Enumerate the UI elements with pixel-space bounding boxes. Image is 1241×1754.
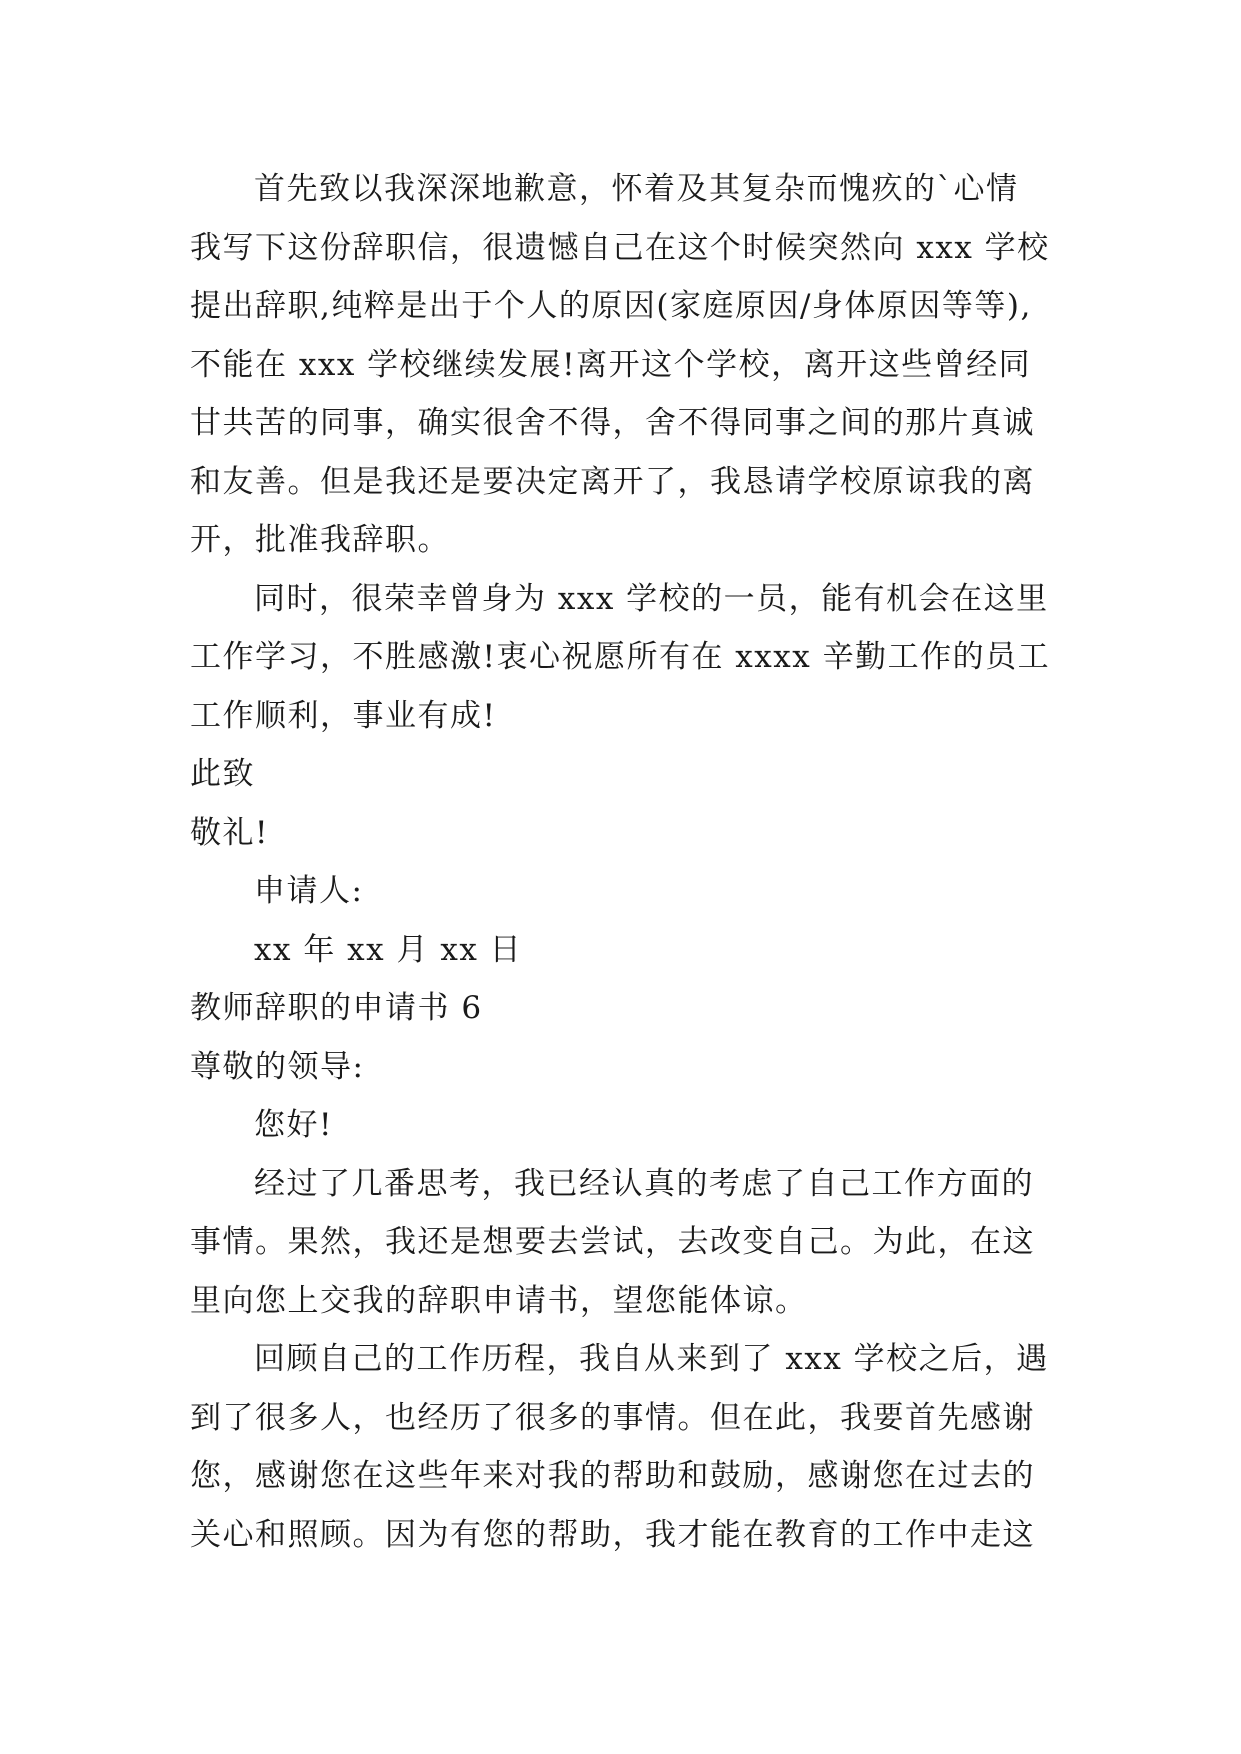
- text-line: 回顾自己的工作历程，我自从来到了 xxx 学校之后，遇: [254, 1341, 1049, 1377]
- text-line: 事情。果然，我还是想要去尝试，去改变自己。为此，在这: [190, 1224, 1035, 1260]
- text-line: 工作学习，不胜感激!衷心祝愿所有在 xxxx 辛勤工作的员工: [190, 639, 1051, 675]
- date-line: xx 年 xx 月 xx 日: [254, 931, 523, 968]
- text-line: 关心和照顾。因为有您的帮助，我才能在教育的工作中走这: [190, 1516, 1035, 1553]
- text-line: 经过了几番思考，我已经认真的考虑了自己工作方面的: [254, 1165, 1034, 1202]
- text-line: 开，批准我辞职。: [190, 522, 450, 558]
- closing-regards: 敬礼!: [190, 814, 269, 851]
- text-line: 首先致以我深深地歉意，怀着及其复杂而愧疚的`心情: [254, 171, 1019, 207]
- applicant-label: 申请人:: [254, 873, 364, 909]
- section-title: 教师辞职的申请书 6: [190, 990, 483, 1026]
- greeting: 您好!: [254, 1107, 333, 1143]
- text-line: 工作顺利，事业有成!: [190, 697, 497, 734]
- text-line: 您，感谢您在这些年来对我的帮助和鼓励，感谢您在过去的: [190, 1458, 1035, 1494]
- text-line: 里向您上交我的辞职申请书，望您能体谅。: [190, 1282, 808, 1319]
- closing-salutation: 此致: [190, 756, 255, 792]
- text-line: 和友善。但是我还是要决定离开了，我恳请学校原谅我的离: [190, 463, 1035, 500]
- text-line: 不能在 xxx 学校继续发展!离开这个学校，离开这些曾经同: [190, 346, 1032, 383]
- text-line: 我写下这份辞职信，很遗憾自己在这个时候突然向 xxx 学校: [190, 229, 1050, 266]
- text-line: 甘共苦的同事，确实很舍不得，舍不得同事之间的那片真诚: [190, 405, 1035, 441]
- document-body: [190, 160, 1090, 1564]
- text-line: 同时，很荣幸曾身为 xxx 学校的一员，能有机会在这里: [254, 580, 1049, 617]
- greeting-recipient: 尊敬的领导:: [190, 1048, 365, 1085]
- text-line: 提出辞职,纯粹是出于个人的原因(家庭原因/身体原因等等),: [190, 288, 1032, 324]
- text-line: 到了很多人，也经历了很多的事情。但在此，我要首先感谢: [190, 1399, 1035, 1436]
